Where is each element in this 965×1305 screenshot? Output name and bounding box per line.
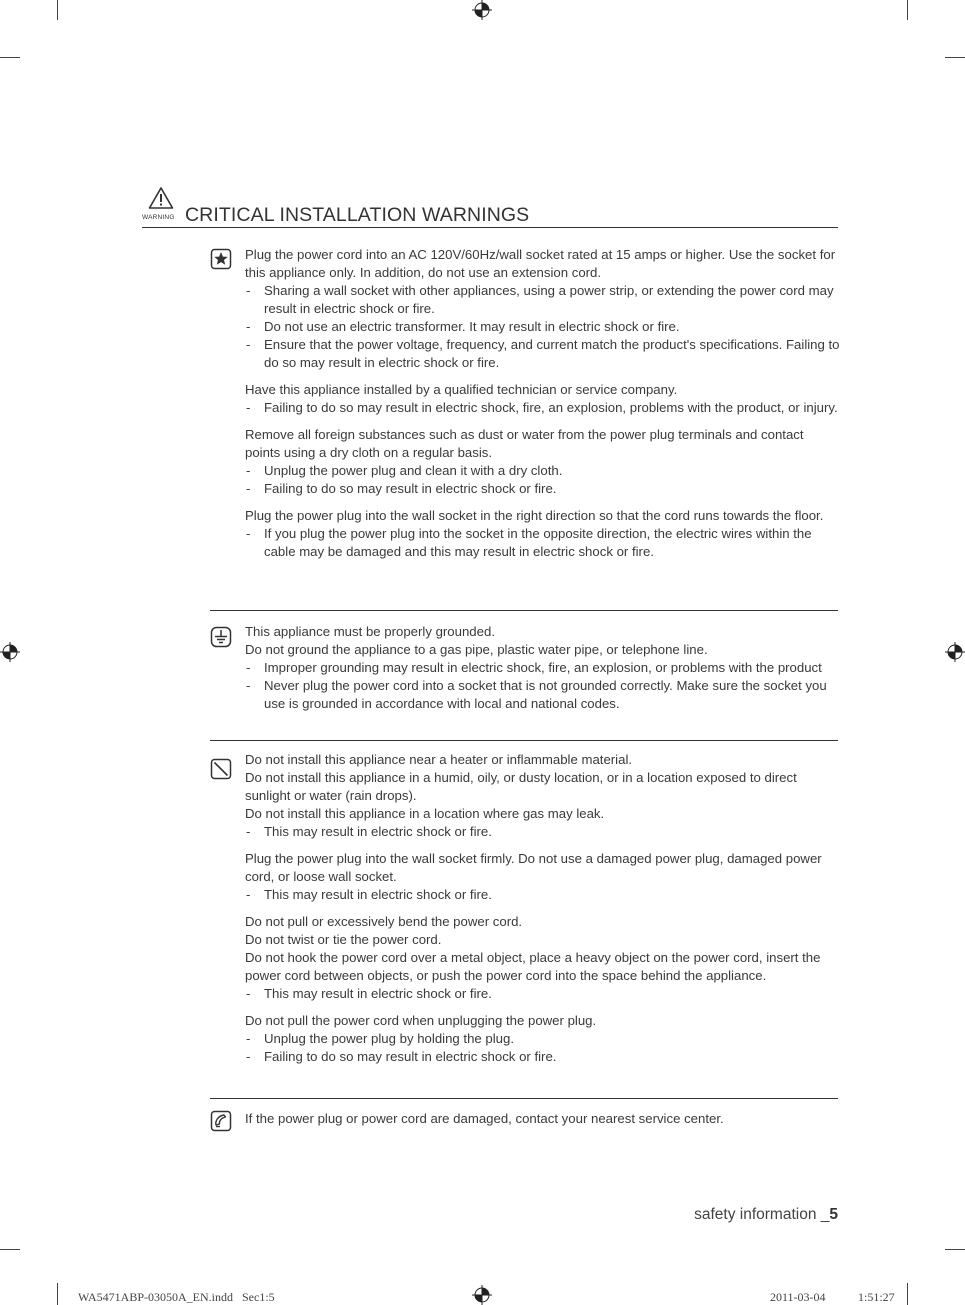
bullet-item: - Ensure that the power voltage, frequency, and current match the product's specifications. Failing to do so may result in electric shock or fire. (245, 336, 841, 372)
contact-service-icon (210, 1110, 232, 1132)
bullet-item: - This may result in electric shock or fire. (245, 823, 841, 841)
paragraph: Have this appliance installed by a qualified technician or service company. (245, 382, 678, 397)
page-footer (694, 1206, 838, 1224)
crop-mark (0, 57, 20, 58)
registration-mark-icon (0, 642, 20, 662)
bullet-item: - Do not use an electric transformer. It may result in electric shock or fire. (245, 318, 841, 336)
page-title: CRITICAL INSTALLATION WARNINGS (185, 204, 530, 226)
paragraph: Plug the power plug into the wall socket firmly. Do not use a damaged power plug, damaged power cord, or loose wall socket. (245, 851, 822, 884)
footer-section-label: safety information _ (694, 1206, 830, 1223)
bullet-item: - Failing to do so may result in electric shock or fire. (245, 480, 841, 498)
ground-symbol-icon (210, 626, 232, 648)
bullet-item: - If you plug the power plug into the socket in the opposite direction, the electric wires within the cable may be damaged and this may result in electric shock or fire. (245, 525, 841, 561)
bullet-item: - Failing to do so may result in electric shock or fire. (245, 1048, 841, 1066)
section-header (142, 186, 838, 230)
warning-triangle-icon (142, 186, 182, 230)
registration-mark-icon (945, 642, 965, 662)
slug-date: 2011-03-04 (770, 1290, 826, 1304)
section-divider (210, 740, 838, 741)
paragraph: Plug the power plug into the wall socket in the right direction so that the cord runs towards the floor. (245, 508, 824, 523)
slug-time: 1:51:27 (858, 1290, 895, 1304)
registration-mark-icon (472, 0, 492, 20)
paragraph: Do not twist or tie the power cord. (245, 932, 442, 947)
grounding-section-content (245, 623, 841, 713)
paragraph: Do not pull the power cord when unplugging the power plug. (245, 1013, 597, 1028)
paragraph: Do not hook the power cord over a metal object, place a heavy object on the power cord, insert the power cord between objects, or push the power cord into the space behind the appliance. (245, 950, 821, 983)
bullet-item: - Unplug the power plug and clean it with a dry cloth. (245, 462, 841, 480)
crop-mark (907, 1283, 908, 1305)
bullet-item: - Failing to do so may result in electric shock, fire, an explosion, problems with the product, or injury. (245, 399, 841, 417)
paragraph: Plug the power cord into an AC 120V/60Hz/wall socket rated at 15 amps or higher. Use the socket for this appliance only. In addition, do not use an extension cord. (245, 247, 836, 280)
bullet-item: - Sharing a wall socket with other appliances, using a power strip, or extending the power cord may result in electric shock or fire. (245, 282, 841, 318)
paragraph: Remove all foreign substances such as dust or water from the power plug terminals and contact points using a dry cloth on a regular basis. (245, 427, 804, 460)
section-divider (210, 610, 838, 611)
crop-mark (945, 57, 965, 58)
paragraph: If the power plug or power cord are damaged, contact your nearest service center. (245, 1111, 724, 1126)
crop-mark (945, 1249, 965, 1250)
paragraph: Do not pull or excessively bend the power cord. (245, 914, 523, 929)
crop-mark (57, 0, 58, 20)
bullet-item: - This may result in electric shock or fire. (245, 886, 841, 904)
bullet-item: - This may result in electric shock or fire. (245, 985, 841, 1003)
crop-mark (0, 1249, 20, 1250)
paragraph: Do not ground the appliance to a gas pipe, plastic water pipe, or telephone line. (245, 642, 708, 657)
contact-section-content (245, 1110, 841, 1128)
title-underline (142, 227, 838, 228)
slug-filename: WA5471ABP-03050A_EN.indd Sec1:5 (78, 1290, 275, 1304)
crop-mark (57, 1283, 58, 1305)
warning-label: WARNING (142, 214, 175, 221)
prohibited-icon (210, 758, 232, 780)
prohibitions-section-content (245, 751, 841, 1066)
paragraph: Do not install this appliance in a humid, oily, or dusty location, or in a location exposed to direct sunlight or water (rain drops). (245, 770, 797, 803)
crop-mark (907, 0, 908, 20)
power-plug-icon (210, 248, 232, 270)
page-number: 5 (829, 1206, 838, 1223)
power-section-content (245, 246, 841, 561)
paragraph: This appliance must be properly grounded. (245, 624, 495, 639)
paragraph: Do not install this appliance near a heater or inflammable material. (245, 752, 633, 767)
section-divider (210, 1098, 838, 1099)
bullet-item: - Never plug the power cord into a socket that is not grounded correctly. Make sure the socket you use is grounded in accordance with local and national codes. (245, 677, 841, 713)
bullet-item: - Improper grounding may result in electric shock, fire, an explosion, or problems with the product (245, 659, 841, 677)
paragraph: Do not install this appliance in a location where gas may leak. (245, 806, 605, 821)
registration-mark-icon (472, 1285, 492, 1305)
bullet-item: - Unplug the power plug by holding the plug. (245, 1030, 841, 1048)
